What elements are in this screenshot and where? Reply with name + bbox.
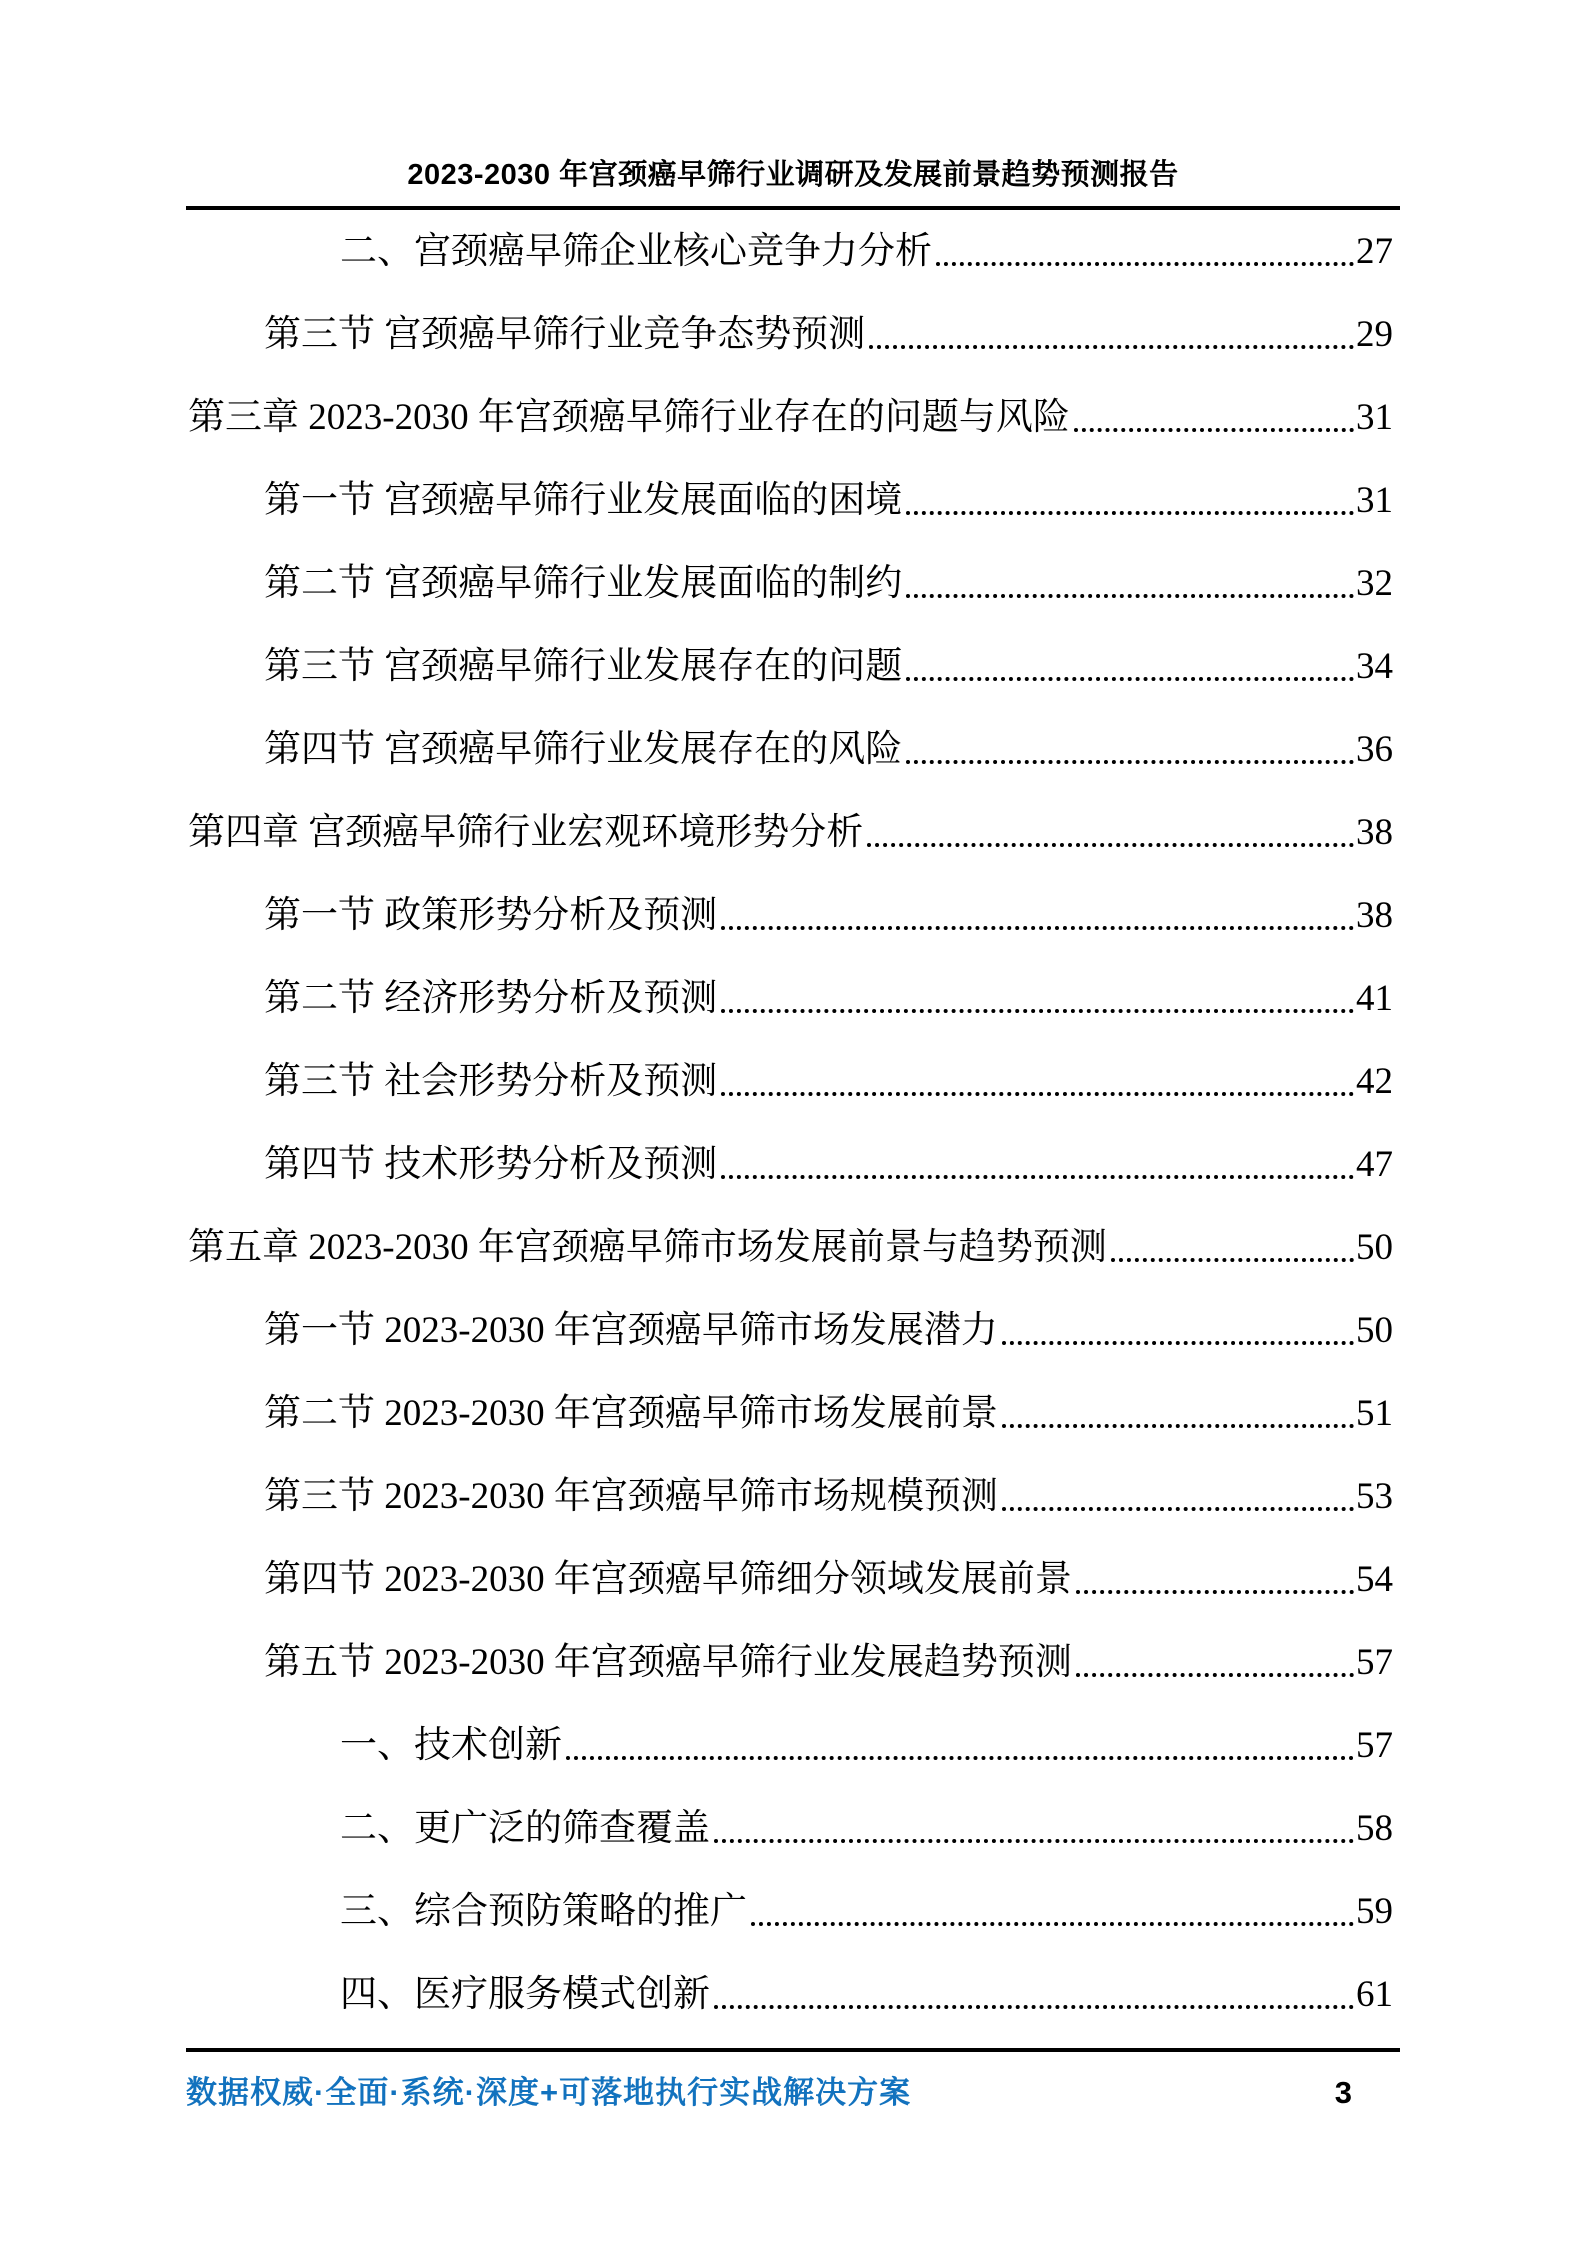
toc-entry-label: 第四章 宫颈癌早筛行业宏观环境形势分析 [188, 811, 864, 853]
toc-entry[interactable] [186, 1455, 1393, 1538]
toc-dot-leader [1002, 1424, 1354, 1428]
toc-entry-page: 54 [1356, 1558, 1393, 1600]
toc-dot-leader [1111, 1258, 1354, 1262]
toc-dot-leader [714, 1839, 1354, 1843]
toc-entry[interactable] [186, 459, 1393, 542]
toc-entry-label: 四、医疗服务模式创新 [340, 1973, 710, 2015]
toc-entry-page: 50 [1356, 1226, 1393, 1268]
toc-entry-label: 第四节 技术形势分析及预测 [264, 1143, 718, 1185]
toc-entry-page: 42 [1356, 1060, 1393, 1102]
toc-dot-leader [721, 1009, 1354, 1013]
toc-dot-leader [721, 1092, 1354, 1096]
toc-entry[interactable] [186, 957, 1393, 1040]
page-header [0, 0, 1586, 210]
page-footer [186, 2048, 1400, 2118]
toc-entry[interactable] [186, 1372, 1393, 1455]
toc-entry-page: 53 [1356, 1475, 1393, 1517]
toc-entry-label: 第一节 政策形势分析及预测 [264, 894, 718, 936]
toc-entry[interactable] [186, 1289, 1393, 1372]
toc-dot-leader [936, 262, 1354, 266]
toc-entry[interactable] [186, 1787, 1393, 1870]
toc-dot-leader [1074, 428, 1354, 432]
toc-entry-page: 57 [1356, 1724, 1393, 1766]
toc-entry[interactable] [186, 1621, 1393, 1704]
toc-dot-leader [721, 926, 1354, 930]
toc-dot-leader [721, 1175, 1354, 1179]
table-of-contents [186, 210, 1393, 2036]
toc-entry[interactable] [186, 625, 1393, 708]
toc-entry-label: 第三节 2023-2030 年宫颈癌早筛市场规模预测 [264, 1475, 998, 1517]
toc-entry-page: 57 [1356, 1641, 1393, 1683]
toc-entry-page: 38 [1356, 811, 1393, 853]
toc-dot-leader [906, 511, 1354, 515]
toc-dot-leader [751, 1922, 1354, 1926]
toc-entry-label: 第一节 2023-2030 年宫颈癌早筛市场发展潜力 [264, 1309, 998, 1351]
toc-dot-leader [566, 1756, 1354, 1760]
toc-entry-label: 第四节 宫颈癌早筛行业发展存在的风险 [264, 728, 903, 770]
toc-entry[interactable] [186, 708, 1393, 791]
toc-dot-leader [906, 760, 1354, 764]
toc-dot-leader [1076, 1590, 1354, 1594]
footer-slogan: 数据权威·全面·系统·深度+可落地执行实战解决方案 [186, 2075, 912, 2110]
toc-entry[interactable] [186, 1538, 1393, 1621]
toc-entry-label: 第三章 2023-2030 年宫颈癌早筛行业存在的问题与风险 [188, 396, 1070, 438]
toc-entry-page: 27 [1356, 230, 1393, 272]
toc-entry-label: 三、综合预防策略的推广 [340, 1890, 747, 1932]
toc-dot-leader [906, 594, 1354, 598]
toc-dot-leader [714, 2005, 1354, 2009]
toc-entry-label: 一、技术创新 [340, 1724, 562, 1766]
toc-entry-label: 二、宫颈癌早筛企业核心竞争力分析 [340, 230, 932, 272]
toc-entry-page: 51 [1356, 1392, 1393, 1434]
toc-entry-label: 第一节 宫颈癌早筛行业发展面临的困境 [264, 479, 903, 521]
toc-entry-label: 第二节 宫颈癌早筛行业发展面临的制约 [264, 562, 903, 604]
toc-entry-page: 31 [1356, 479, 1393, 521]
toc-dot-leader [1076, 1673, 1354, 1677]
toc-entry-page: 34 [1356, 645, 1393, 687]
toc-entry-page: 59 [1356, 1890, 1393, 1932]
toc-entry[interactable] [186, 293, 1393, 376]
toc-entry[interactable] [186, 1953, 1393, 2036]
toc-dot-leader [867, 843, 1354, 847]
toc-entry-page: 58 [1356, 1807, 1393, 1849]
toc-entry[interactable] [186, 1704, 1393, 1787]
footer-divider [186, 2048, 1400, 2052]
toc-entry-page: 38 [1356, 894, 1393, 936]
toc-entry-page: 31 [1356, 396, 1393, 438]
toc-entry-page: 32 [1356, 562, 1393, 604]
toc-entry-page: 29 [1356, 313, 1393, 355]
toc-dot-leader [869, 345, 1354, 349]
toc-entry[interactable] [186, 874, 1393, 957]
page-number: 3 [1334, 2075, 1352, 2110]
toc-entry-label: 二、更广泛的筛查覆盖 [340, 1807, 710, 1849]
toc-entry-label: 第三节 宫颈癌早筛行业竞争态势预测 [264, 313, 866, 355]
toc-entry-page: 41 [1356, 977, 1393, 1019]
toc-entry-label: 第二节 经济形势分析及预测 [264, 977, 718, 1019]
toc-entry-label: 第五章 2023-2030 年宫颈癌早筛市场发展前景与趋势预测 [188, 1226, 1107, 1268]
toc-dot-leader [906, 677, 1354, 681]
toc-dot-leader [1002, 1341, 1354, 1345]
toc-entry[interactable] [186, 1206, 1393, 1289]
toc-entry[interactable] [186, 542, 1393, 625]
toc-entry[interactable] [186, 791, 1393, 874]
toc-entry-page: 61 [1356, 1973, 1393, 2015]
toc-entry[interactable] [186, 1870, 1393, 1953]
toc-entry[interactable] [186, 1040, 1393, 1123]
toc-entry[interactable] [186, 376, 1393, 459]
toc-entry-label: 第五节 2023-2030 年宫颈癌早筛行业发展趋势预测 [264, 1641, 1072, 1683]
toc-entry[interactable] [186, 1123, 1393, 1206]
toc-entry-label: 第四节 2023-2030 年宫颈癌早筛细分领域发展前景 [264, 1558, 1072, 1600]
toc-entry-label: 第三节 宫颈癌早筛行业发展存在的问题 [264, 645, 903, 687]
toc-entry-page: 36 [1356, 728, 1393, 770]
toc-entry-label: 第二节 2023-2030 年宫颈癌早筛市场发展前景 [264, 1392, 998, 1434]
toc-entry-label: 第三节 社会形势分析及预测 [264, 1060, 718, 1102]
report-title: 2023-2030 年宫颈癌早筛行业调研及发展前景趋势预测报告 [407, 159, 1179, 191]
toc-dot-leader [1002, 1507, 1354, 1511]
toc-entry[interactable] [186, 210, 1393, 293]
toc-entry-page: 50 [1356, 1309, 1393, 1351]
toc-entry-page: 47 [1356, 1143, 1393, 1185]
